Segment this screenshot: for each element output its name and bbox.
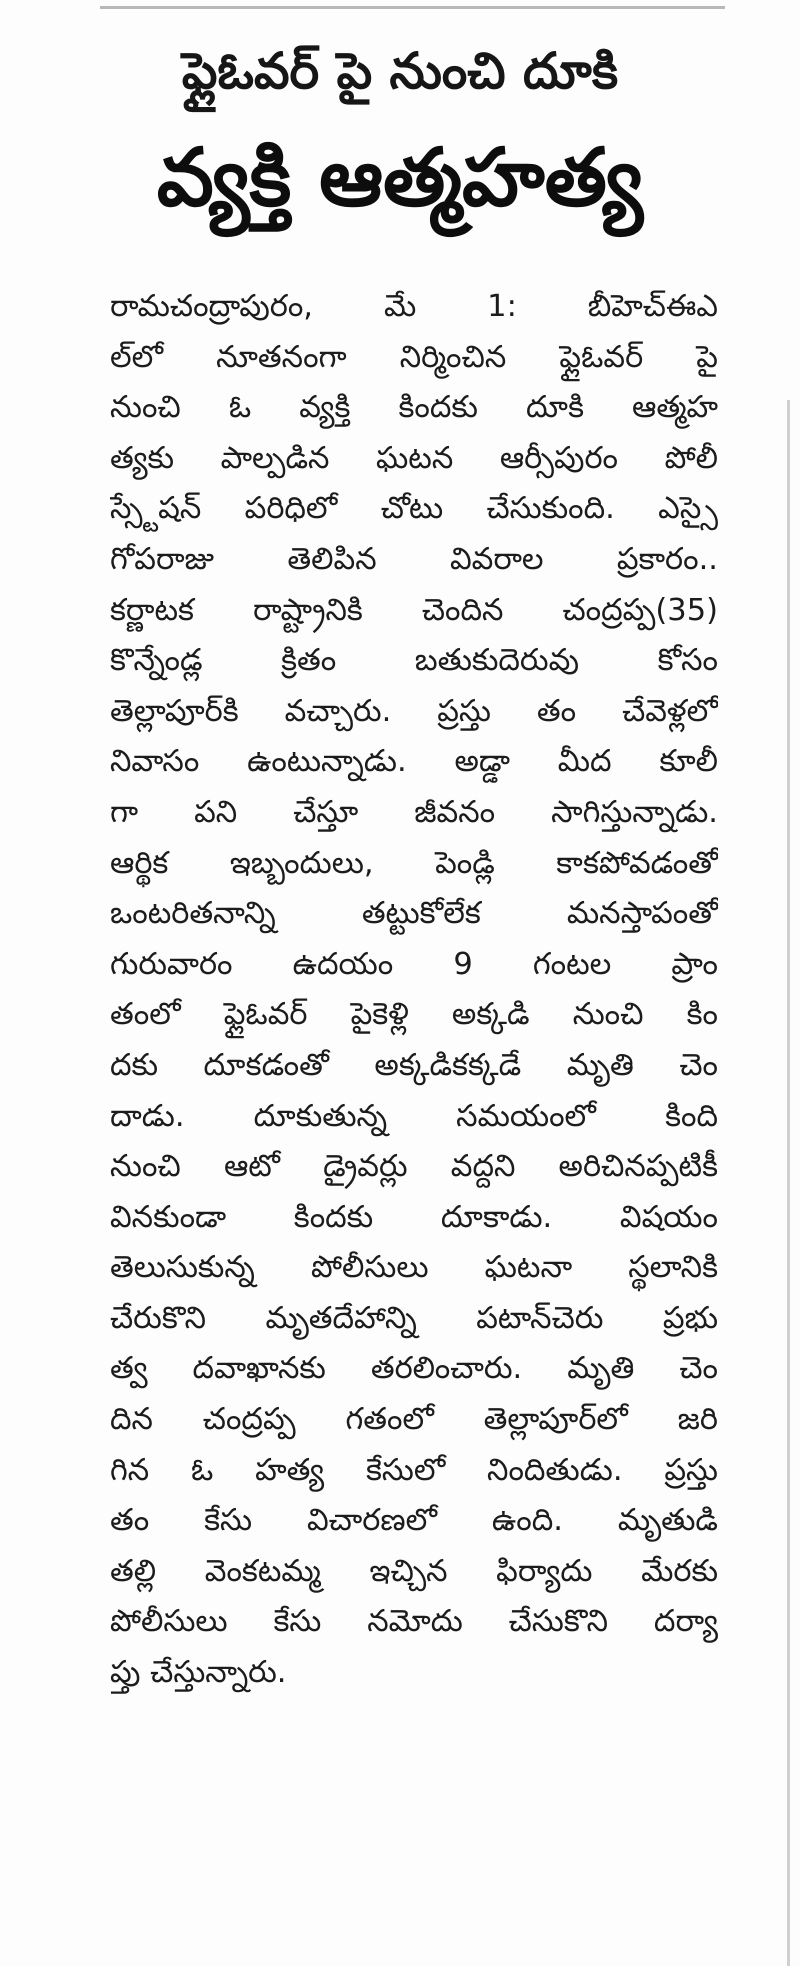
body-line: రామచంద్రాపురం, మే 1: బీహెచ్ఈఎ [110,289,718,324]
main-headline: వ్యక్తి ఆత్మహత్య [156,131,644,224]
body-line: త్వ దవాఖానకు తరలించారు. మృతి చెం [110,1351,718,1387]
body-line: దాడు. దూకుతున్న సమయంలో కింది [110,1098,718,1134]
body-line: గా పని చేస్తూ జీవనం సాగిస్తున్నాడు. [110,794,718,830]
article-body [110,282,718,1699]
body-line: దకు దూకడంతో అక్కడికక్కడే మృతి చెం [110,1047,718,1083]
body-line: స్స్టేషన్ పరిధిలో చోటు చేసుకుంది. ఎస్సై [110,491,718,527]
body-line: తెలుసుకున్న పోలీసులు ఘటనా స్థలానికి [110,1250,718,1286]
body-line: పోలీసులు కేసు నమోదు చేసుకొని దర్యా [110,1604,718,1640]
body-line: ప్తు చేస్తున్నారు. [110,1655,287,1691]
body-line: త్యకు పాల్పడిన ఘటన ఆర్సీపురం పోలీ [110,440,718,476]
body-line: నుంచి ఆటో డ్రైవర్లు వద్దని అరిచినప్పటికీ [110,1149,718,1185]
body-line: కొన్నేండ్ల క్రితం బతుకుదెరువు కోసం [110,643,718,679]
body-line: తల్లి వెంకటమ్మ ఇచ్చిన ఫిర్యాదు మేరకు [110,1553,718,1589]
body-line: నుంచి ఓ వ్యక్తి కిందకు దూకి ఆత్మహ [110,390,718,426]
body-line: తంలో ఫ్లైఓవర్ పైకెళ్లి అక్కడి నుంచి కిం [110,997,718,1033]
kicker-headline: ఫ్లైఓవర్ పై నుంచి దూకి [181,42,619,100]
body-line: గురువారం ఉదయం 9 గంటల ప్రాం [110,946,718,982]
body-line: వినకుండా కిందకు దూకాడు. విషయం [110,1199,718,1235]
body-line: నివాసం ఉంటున్నాడు. అడ్డా మీద కూలీ [110,744,718,780]
body-line: గోపరాజు తెలిపిన వివరాల ప్రకారం.. [110,541,718,577]
body-line: కర్ణాటక రాష్ట్రానికి చెందిన చంద్రప్ప(35) [110,592,718,628]
column-divider [787,400,790,1966]
body-line: తెల్లాపూర్‌కి వచ్చారు. ప్రస్తు తం చేవెళ్లలో [110,693,718,729]
headline-block [0,36,800,228]
body-line: తం కేసు విచారణలో ఉంది. మృతుడి [110,1503,718,1539]
body-line: దిన చంద్రప్ప గతంలో తెల్లాపూర్‌లో జరి [110,1402,718,1438]
body-line: ల్‌లో నూతనంగా నిర్మించిన ఫ్లైఓవర్ పై [110,339,718,375]
body-line: చేరుకొని మృతదేహాన్ని పటాన్‌చెరు ప్రభు [110,1300,718,1336]
body-line: ఒంటరితనాన్ని తట్టుకోలేక మనస్తాపంతో [110,896,718,932]
body-line: ఆర్థిక ఇబ్బందులు, పెండ్లి కాకపోవడంతో [110,845,718,881]
body-line: గిన ఓ హత్య కేసులో నిందితుడు. ప్రస్తు [110,1452,718,1488]
top-divider [100,6,725,9]
